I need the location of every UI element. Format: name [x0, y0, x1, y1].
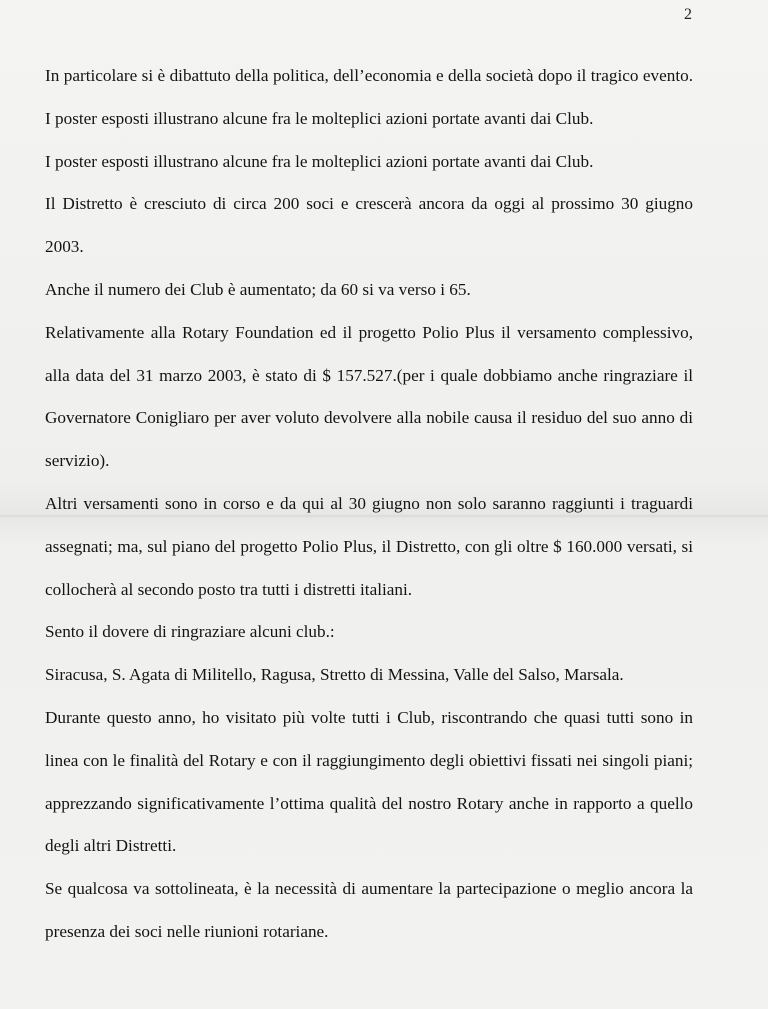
- paragraph-1: In particolare si è dibattuto della politica, dell’economia e della società dopo il tragico evento. I poster esposti illustrano alcune fra le molteplici azioni portate avanti dai Club.: [45, 66, 693, 128]
- paragraph-3: Il Distretto è cresciuto di circa 200 soci e crescerà ancora da oggi al prossimo 30 giugno 2003.: [45, 194, 693, 257]
- paragraph-10: Se qualcosa va sottolineata, è la necessità di aumentare la partecipazione o meglio ancora la presenza dei soci nelle riunioni rotariane.: [45, 879, 693, 941]
- document-body: [45, 55, 693, 954]
- page-number: 2: [684, 6, 692, 23]
- paragraph-4: Anche il numero dei Club è aumentato; da 60 si va verso i 65.: [45, 279, 471, 299]
- paragraph-8: Siracusa, S. Agata di Militello, Ragusa, Stretto di Messina, Valle del Salso, Marsala.: [45, 665, 624, 685]
- paragraph-5: Relativamente alla Rotary Foundation ed il progetto Polio Plus il versamento complessivo, alla data del 31 marzo 2003, è stato di $ 157.527.(per i quale dobbiamo anche ringraziare il Governatore Conigliaro per aver voluto devolvere alla nobile causa il residuo del suo anno di servizio).: [45, 322, 693, 471]
- paragraph-7: Sento il dovere di ringraziare alcuni club.:: [45, 622, 335, 642]
- paragraph-6: Altri versamenti sono in corso e da qui al 30 giugno non solo saranno raggiunti i traguardi assegnati; ma, sul piano del progetto Polio Plus, il Distretto, con gli oltre $ 160.000 versati, si collocherà al secondo posto tra tutti i distretti italiani.: [45, 493, 693, 599]
- paragraph-2: I poster esposti illustrano alcune fra le molteplici azioni portate avanti dai Club.: [45, 151, 594, 171]
- paragraph-9: Durante questo anno, ho visitato più volte tutti i Club, riscontrando che quasi tutti sono in linea con le finalità del Rotary e con il raggiungimento degli obiettivi fissati nei singoli piani; apprezzando significativamente l’ottima qualità del nostro Rotary anche in rapporto a quello degli altri Distretti.: [45, 707, 693, 856]
